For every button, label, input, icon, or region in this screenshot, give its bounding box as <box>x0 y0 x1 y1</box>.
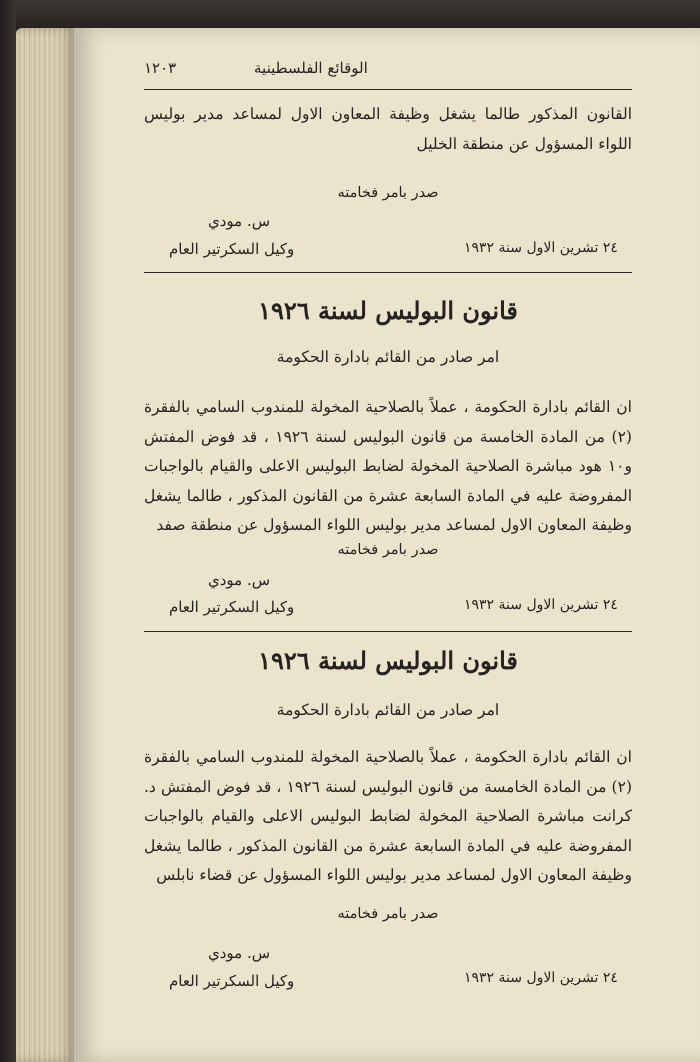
header-rule <box>144 89 632 90</box>
book-cover-top <box>0 0 700 30</box>
section-1-signatory-name: س. مودي <box>208 212 271 230</box>
section-3-signatory-name: س. مودي <box>208 944 271 962</box>
section-2-decree: صدر بامر فخامته <box>337 542 439 558</box>
section-divider-2 <box>144 631 632 632</box>
section-3-body: ان القائم بادارة الحكومة ، عملاً بالصلاحية المخولة للمندوب السامي بالفقرة (٢) من المادة الخامسة من قانون البوليس لسنة ١٩٢٦ ، قد فوض المفتش د. كرانت مباشرة الصلاحية المخولة لضابط البوليس الاعلى والقيام بالواجبات المفروضة عليه في المادة السابعة عشرة من القانون المذكور ، طالما يشغل وظيفة المعاون الاول لمساعد مدير بوليس اللواء المسؤول عن قضاء نابلس <box>144 748 632 884</box>
section-2-subtitle: امر صادر من القائم بادارة الحكومة <box>276 348 500 366</box>
section-2-signatory-title: وكيل السكرتير العام <box>169 598 295 616</box>
book-cover-spine <box>0 0 16 1062</box>
section-2-title: قانون البوليس لسنة ١٩٢٦ <box>258 296 518 325</box>
section-divider-1 <box>144 272 632 273</box>
running-header-title: الوقائع الفلسطينية <box>254 59 368 77</box>
section-1-date: ٢٤ تشرين الاول سنة ١٩٣٢ <box>464 240 618 256</box>
section-3-decree: صدر بامر فخامته <box>337 906 439 922</box>
section-1-body: القانون المذكور طالما يشغل وظيفة المعاون الاول لمساعد مدير بوليس اللواء المسؤول عن منطقة الخليل <box>144 105 632 153</box>
section-1-signatory-title: وكيل السكرتير العام <box>169 240 295 258</box>
page-number: ١٢٠٣ <box>144 59 177 77</box>
section-3-subtitle: امر صادر من القائم بادارة الحكومة <box>276 701 500 719</box>
section-3-title: قانون البوليس لسنة ١٩٢٦ <box>258 646 518 675</box>
page-edges <box>16 28 74 1062</box>
section-2-signatory-name: س. مودي <box>208 571 271 589</box>
section-3-signatory-title: وكيل السكرتير العام <box>169 972 295 990</box>
section-3-date: ٢٤ تشرين الاول سنة ١٩٣٢ <box>464 970 618 986</box>
gazette-page <box>74 28 700 1062</box>
section-1-decree: صدر بامر فخامته <box>337 185 439 201</box>
section-2-body: ان القائم بادارة الحكومة ، عملاً بالصلاحية المخولة للمندوب السامي بالفقرة (٢) من المادة الخامسة من قانون البوليس لسنة ١٩٢٦ ، قد فوض المفتش و١٠ هود مباشرة الصلاحية المخولة لضابط البوليس الاعلى والقيام بالواجبات المفروضة عليه في المادة السابعة عشرة من القانون المذكور ، طالما يشغل وظيفة المعاون الاول لمساعد مدير بوليس اللواء المسؤول عن منطقة صفد <box>144 398 632 534</box>
section-2-date: ٢٤ تشرين الاول سنة ١٩٣٢ <box>464 597 618 613</box>
